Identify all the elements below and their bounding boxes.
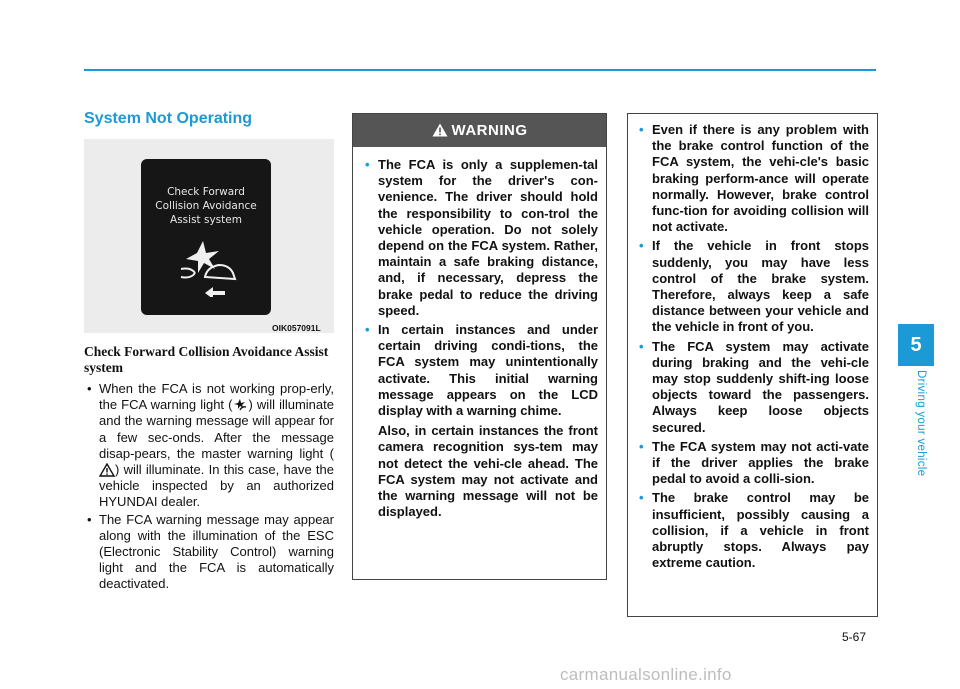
cluster-screen-text: Check Forward Collision Avoidance Assist system (155, 186, 257, 226)
warning-triangle-icon (432, 123, 448, 137)
watermark: carmanualsonline.info (560, 665, 732, 684)
chapter-tab: 5 (898, 324, 934, 366)
list-item: • The brake control may be insufficient, possibly causing a collision, if a vehicle in front abruptly stops. Always pay extreme caution. (637, 490, 869, 571)
list-item: • Even if there is any problem with the brake control function of the FCA system, the vehi-cle's basic braking perform-ance will operate normally. However, brake control func-tion for avoiding collision will not activate. (637, 122, 869, 235)
caution-list (637, 122, 869, 574)
page-number: 5-67 (842, 630, 867, 644)
master-warning-icon (99, 463, 115, 477)
list-item: • When the FCA is not working prop-erly, the FCA warning light ( ) will illuminate and the warning message will appear for a few sec-onds. After the message disap-pears, the master warning light () will illuminate. In this case, have the vehicle inspected by an authorized HYUNDAI dealer. (84, 381, 334, 511)
fca-warning-light-icon (232, 398, 248, 412)
subheading: Check Forward Collision Avoidance Assist system (84, 344, 329, 375)
figure-cluster-display (84, 139, 334, 333)
list-item: • In certain instances and under certain driving condi-tions, the FCA system may unintentionally activate. This initial warning message appears on the LCD display with a warning chime. Also, in certain instances the front camera recognition sys-tem may not detect the vehi-cle ahead. The FCA system may not activate and the warning message will not be displayed. (363, 322, 598, 520)
warning-header: WARNING (353, 114, 606, 147)
list-item: • The FCA is only a supplemen-tal system for the driver's con-venience. The driver should hold the responsibility to con-trol the vehicle operation. Do not solely depend on the FCA system. Rather, maintain a safe braking distance, and, if necessary, depress the brake pedal to reduce the driving speed. (363, 157, 598, 319)
body-bullets (84, 381, 334, 594)
list-item: • The FCA warning message may appear along with the illumination of the ESC (Electronic Stability Control) warning light and the FCA is automatically deactivated. (84, 512, 334, 593)
top-rule (84, 69, 876, 71)
section-title: System Not Operating (84, 110, 253, 127)
list-item: • The FCA system may activate during braking and the vehi-cle may stop suddenly shift-ing loose objects toward the passengers. Always keep loose objects secured. (637, 339, 869, 436)
fca-warning-icon (141, 237, 271, 297)
warning-list (363, 157, 598, 523)
list-item: • If the vehicle in front stops suddenly, you may have less control of the brake system. Therefore, always keep a safe distance between your vehicle and the vehicle in front of you. (637, 238, 869, 335)
cluster-screen (141, 159, 271, 315)
caution-box (627, 113, 878, 617)
warning-box (352, 113, 607, 580)
list-item: • The FCA system may not acti-vate if the driver applies the brake pedal to avoid a colli-sion. (637, 439, 869, 488)
list-item-continuation: Also, in certain instances the front camera recognition sys-tem may not detect the vehi-cle ahead. The FCA system may not activate and the warning message will not be displayed. (378, 423, 598, 520)
chapter-label: Driving your vehicle (915, 370, 927, 477)
figure-code: OIK057091L (272, 323, 321, 333)
